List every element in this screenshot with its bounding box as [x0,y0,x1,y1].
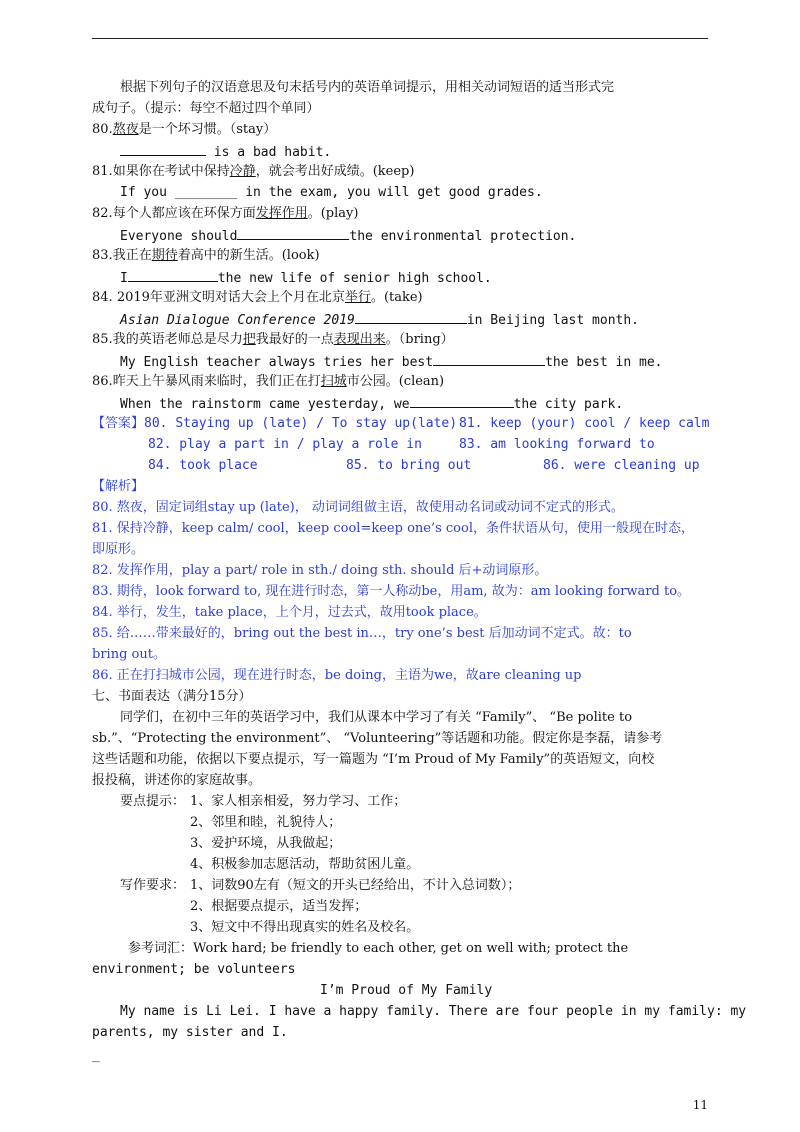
point-item: 4、积极参加志愿活动，帮助贫困儿童。 [190,857,420,872]
prompt-line-4: 报投稿，讲述你的家庭故事。 [92,773,262,788]
analysis-81: 81. 保持冷静，keep calm/ cool，keep cool=keep one’s cool，条件状语从句，使用一般现在时态， [92,521,694,536]
point-item: 3、爱护环境，从我做起； [190,836,342,851]
analysis-84: 84. 举行，发生，take place，上个月，过去式，故用took place。 [92,605,487,620]
prompt-line-2: sb.”、“Protecting the environment”、 “Volunteering”等话题和功能。假定你是李磊，请参考 [92,731,663,746]
answer-80: 80. Staying up (late) / To stay up(late) [144,416,458,431]
points-label: 要点提示： [120,794,186,809]
question-text: 是一个坏习惯。（stay） [138,122,277,137]
question-84: 84. 2019年亚洲文明对话大会上个月在北京举行。(take) [92,290,423,305]
point-item: 2、邻里和睦，礼貌待人； [190,815,342,830]
underlined-term: 举行 [344,290,371,305]
section-heading: 七、书面表达（满分15分） [92,689,252,704]
requirement-item: 1、词数90左有（短文的开头已经给出，不计入总词数）； [190,878,521,893]
prompt-line-3: 这些话题和功能，依据以下要点提示，写一篇题为 “I’m Proud of My Family”的英语短文，向校 [92,752,655,767]
answer-blank[interactable] [433,353,545,366]
vocab-line-1: 参考词汇：Work hard; be friendly to each other, get on well with; protect the [128,941,629,956]
analysis-80: 80. 熬夜，固定词组stay up (late)， 动词词组做主语，故使用动名词或动词不定式的形式。 [92,500,624,515]
requirement-item: 3、短文中不得出现真实的姓名及校名。 [190,920,420,935]
analysis-83: 83. 期待，look forward to, 现在进行时态，第一人称动be，用am, 故为：am looking forward to。 [92,584,691,599]
question-81-english: If you ________ in the exam, you will get good grades. [120,185,543,200]
underlined-term: 表现出来 [333,332,386,347]
underlined-term: 冷静 [229,164,256,179]
prompt-line-1: 同学们，在初中三年的英语学习中，我们从课本中学习了有关 “Family”、 “Be polite to [120,710,633,725]
requirements-label: 写作要求： [120,878,186,893]
essay-line-2: parents, my sister and I. [92,1025,288,1040]
essay-line-1: My name is Li Lei. I have a happy family. There are four people in my family: my [120,1004,747,1019]
question-85: 85.我的英语老师总是尽力把我最好的一点表现出来。（bring） [92,332,454,347]
answer-blank[interactable] [237,227,349,240]
question-83: 83.我正在期待着高中的新生活。(look) [92,248,320,263]
english-text: is a bad habit. [213,145,332,160]
point-item: 1、家人相亲相爱，努力学习、工作； [190,794,407,809]
question-82-english: Everyone should the environmental protection. [120,229,577,244]
answer-86: 86. were cleaning up [543,458,700,473]
underlined-term: 把 [242,332,256,347]
question-83-english: I the new life of senior high school. [120,271,492,286]
essay-title: I’m Proud of My Family [320,983,493,998]
answer-83: 83. am looking forward to [459,437,655,452]
page-number: 11 [692,1098,708,1112]
question-85-english: My English teacher always tries her best the best in me. [120,355,663,370]
instruction-line-1: 根据下列句子的汉语意思及句末括号内的英语单词提示，用相关动词短语的适当形式完 [120,80,615,95]
question-86-english: When the rainstorm came yesterday, we the city park. [120,397,624,412]
answer-blank[interactable] [410,395,514,408]
question-82: 82.每个人都应该在环保方面发挥作用。(play) [92,206,359,221]
requirement-item: 2、根据要点提示，适当发挥； [190,899,368,914]
question-80 [92,122,276,138]
analysis-label: 【解析】 [92,479,145,494]
analysis-81-cont: 即原形。 [92,542,145,557]
underlined-term: 发挥作用 [255,206,308,221]
question-84-english: Asian Dialogue Conference 2019 in Beijing last month. [120,313,639,328]
question-86: 86.昨天上午暴风雨来临时，我们正在打扫城市公园。(clean) [92,374,445,389]
answer-blank[interactable] [355,311,467,324]
underlined-term: 熬夜 [112,122,139,137]
answer-line[interactable]: _ [92,1048,100,1063]
answer-84: 84. took place [148,458,258,473]
answer-81: 81. keep (your) cool / keep calm [459,416,710,431]
instruction-line-2: 成句子。（提示：每空不超过四个单同） [92,101,320,116]
answer-blank[interactable] [128,269,218,282]
question-81: 81.如果你在考试中保持冷静，就会考出好成绩。(keep) [92,164,415,179]
vocab-line-2: environment; be volunteers [92,962,296,977]
answer-82: 82. play a part in / play a role in [148,437,422,452]
underlined-term: 期待 [151,248,178,263]
question-80-english [120,143,331,161]
underlined-term: 扫城 [320,374,347,389]
question-number: 80. [92,122,113,137]
analysis-85-cont: bring out。 [92,647,166,662]
analysis-86: 86. 正在打扫城市公园，现在进行时态，be doing，主语为we，故are cleaning up [92,668,582,683]
analysis-85: 85. 给……带来最好的，bring out the best in…，try one’s best 后加动词不定式。故：to [92,626,632,641]
answer-label: 【答案】 [92,416,145,431]
header-rule [92,38,708,39]
analysis-82: 82. 发挥作用，play a part/ role in sth./ doing sth. should 后+动词原形。 [92,563,548,578]
answer-blank[interactable] [120,143,206,156]
answer-row-1 [92,416,457,432]
answer-85: 85. to bring out [346,458,472,473]
